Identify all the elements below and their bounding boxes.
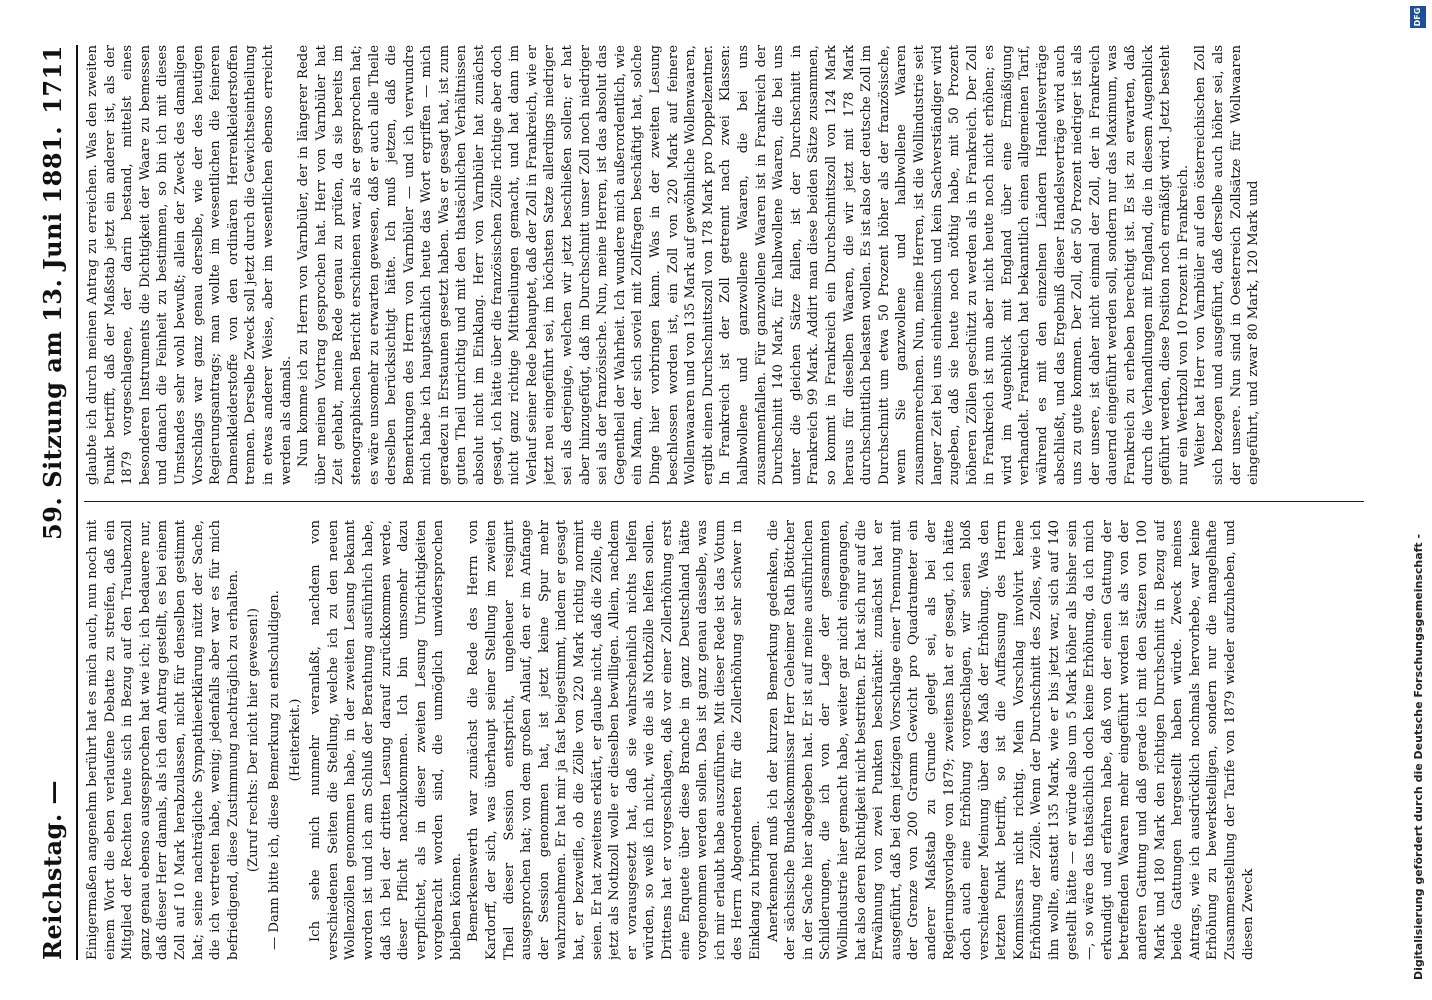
column-divider [84, 501, 1364, 502]
left-column-paragraph: Ich sehe mich nunmehr veranlaßt, nachdem von verschiedenen Seiten die Stellung, welche ich zu den neuen Wollenzöllen genommen habe, in der zweiten Lesung bekannt worden ist und ich am Schluß der Berathung ausführlich habe, daß ich bei der dritten Lesung darauf zurückkommen werde, dieser Pflicht nachzukommen. Ich bin umsomehr dazu verpflichtet, als in dieser zweiten Lesung Unrichtigkeiten vorgebracht worden sind, die unmöglich unwidersprochen bleiben können. [308, 520, 464, 960]
running-head-title: 59. Sitzung am 13. Juni 1881. [38, 125, 67, 540]
page-number: 1711 [38, 45, 67, 114]
running-head [28, 45, 72, 960]
left-column-paragraph: Einigermaßen angenehm berührt hat es mich auch, nun noch mit einem Wort die eben verlaufene Debatte zu streifen, daß ein Mitglied der Rechten heute sich in Bezug auf den Traubenzoll ganz genau ebenso ausgesprochen hat wie ich; ich bedauere nur, daß dieser Herr damals, als ich den Antrag gestellt, es bei einem Zoll auf 10 Mark herabzulassen, nicht für denselben gestimmt hat; seine nachträgliche Sympathieerklärung nützt der Sache, die ich vertreten habe, wenig; jedenfalls aber war es für mich befriedigend, diese Zustimmung nachträglich zu erhalten. [85, 520, 241, 960]
left-column-paragraph: Anerkennend muß ich der kurzen Bemerkung gedenken, die der sächsische Bundeskommissar Herr Geheimer Rath Böttcher in der Sache hier abgegeben hat. Er ist auf meine ausführlichen Schilderungen, die ich von der Lage der gesammten Wollindustrie hier gemacht habe, weiter gar nicht eingegangen, hat also deren Richtigkeit nicht bestritten. Er hat sich nur auf die Erwähnung von zwei Punkten beschränkt: zunächst hat er ausgeführt, daß bei dem jetzigen Vorschlage einer Trennung mit der Grenze von 200 Gramm Gewicht pro Quadratmeter ein anderer Maßstab zu Grunde gelegt sei, als bei der Regierungsvorlage von 1879; zweitens hat er gesagt, ich hätte doch auch eine Erhöhung vorgeschlagen, wir seien bloß verschiedener Meinung über das Maß der Erhöhung. Was den letzten Punkt betrifft, so ist die Auffassung des Herrn Kommissars nicht richtig. Mein Vorschlag involvirt keine Erhöhung der Zölle. Wenn der Durchschnitt des Zolles, wie ich ihn wollte, anstatt 135 Mark, wie er bis jetzt war, sich auf 140 gestellt hätte — er würde also um 5 Mark höher als bisher sein —, so wäre das thatsächlich doch keine Erhöhung, da ich mich erkundigt und erfahren habe, daß von der einen Gattung der betreffenden Waaren mehr eingeführt worden ist als von der anderen Gattung und daß gerade ich mit den Sätzen von 100 Mark und 180 Mark den richtigen Durchschnitt in Bezug auf beide Gattungen hergestellt haben würde. Zweck meines Antrags, wie ich ausdrücklich nochmals hervorhebe, war keine Erhöhung zu bewerkstelligen, sondern nur die mangelhafte Zusammenstellung der Tarife von 1879 wieder aufzuheben, und diesen Zweck [765, 520, 1256, 960]
footer-strip [1406, 0, 1432, 1000]
header-rule [76, 45, 78, 960]
digitization-credit: Digitalisierung gefördert durch die Deutsche Forschungsgemeinschaft - [1412, 533, 1425, 980]
right-column-paragraph: glaubte ich durch meinen Antrag zu erreichen. Was den zweiten Punkt betrifft, daß der Maßstab jetzt ein anderer ist, als der 1879 vorgeschlagene, der darin bestand, mittelst eines besonderen Instruments die Dichtigkeit der Waare zu bemessen und danach die Feinheit zu bestimmen, so bin ich mit dieses Umstandes sehr wohl bewußt; allein der Zweck des damaligen Vorschlags war ganz genau derselbe, wie der des heutigen Regierungsantrags; man wollte im wesentlichen die feineren Damenkleiderstoffe von den ordinären Herrenkleiderstoffen trennen. Derselbe Zweck soll jetzt durch die Gewichtseintheilung in etwas anderer Weise, aber im wesentlichen ebenso erreicht werden als damals. [85, 45, 294, 485]
left-column [84, 520, 1374, 960]
footer-inner [1406, 0, 1432, 1000]
right-column [84, 45, 1374, 485]
right-column-paragraph: Nun komme ich zu Herrn von Varnbüler, der in längerer Rede über meinen Vortrag gesprochen hat. Herr von Varnbüler hat Zeit gehabt, meine Rede genau zu prüfen, da sie bereits im stenographischen Bericht erschienen war, als er gesprochen hat; es wäre unsomehr zu erwarten gewesen, daß er auch alle Theile derselben berücksichtigt hätte. Ich muß jetzen, daß die Bemerkungen des Herrn von Varnbüler — und ich verwundre mich habe ich hauptsächlich heute das Wort ergriffen — mich geradezu in Erstaunen gesetzt haben. Was er gesagt hat, ist zum guten Theil unrichtig und mit den thatsächlichen Verhältnissen absolut nicht im Einklang. Herr von Varnbüler hat zunächst gesagt, ich hätte über die französischen Zölle richtige aber doch nicht ganz richtige Mittheilungen gemacht, und hat dann im Verlauf seiner Rede behauptet, daß der Zoll in Frankreich, wie er jetzt neu eingeführt sei, im höchsten Satze allerdings niedriger sei als derjenige, welchen wir jetzt beschließen sollen; er hat aber hinzugefügt, daß im Durchschnitt unser Zoll noch niedriger sei als der französische. Nun, meine Herren, ist das absolut das Gegentheil der Wahrheit. Ich wundere mich außerordentlich, wie ein Mann, der sich soviel mit Zollfragen beschäftigt hat, solche Dinge hier vorbringen kann. Was in der zweiten Lesung beschlossen worden ist, ein Zoll von 220 Mark auf feinere Wollenwaaren und von 135 Mark auf gewöhnliche Wollenwaaren, ergibt einen Durchschnittszoll von 178 Mark pro Doppelzentner. In Frankreich ist der Zoll getrennt nach zwei Klassen: halbwollene und ganzwollene Waaren, die bei uns zusammenfallen. Für ganzwollene Waaren ist in Frankreich der Durchschnitt 140 Mark, für halbwollene Waaren, die bei uns unter die gleichen Sätze fallen, ist der Durchschnitt in Frankreich 99 Mark. Addirt man diese beiden Sätze zusammen, so kommt in Frankreich ein Durchschnittszoll von 124 Mark heraus für dieselben Waaren, die wir jetzt mit 178 Mark durchschnittlich belasten wollen. Es ist also der deutsche Zoll im Durchschnitt um etwa 50 Prozent höher als der französische, wenn Sie ganzwollene und halbwollene Waaren zusammenrechnen. Nun, meine Herren, ist die Wollindustrie seit langer Zeit bei uns einheimisch und kein Sachverständiger wird zugeben, daß sie heute noch nöthig habe, mit 50 Prozent höheren Zöllen geschützt zu werden als in Frankreich. Der Zoll in Frankreich ist nun aber nicht heute noch nicht erhöhen; es wird im Augenblick mit England über eine Ermäßigung verhandelt. Frankreich hat bekanntlich einen allgemeinen Tarif, während es mit den einzelnen Ländern Handelsverträge abschließt, und das Ergebniß dieser Handelsverträge wird auch uns zu gute kommen. Der Zoll, der 50 Prozent niedriger ist als der unsere, ist daher nicht einmal der Zoll, der in Frankreich dauernd eingeführt werden soll, sondern nur das Maximum, was Frankreich zu erheben berechtigt ist. Es ist zu erwarten, daß durch die Verhandlungen mit England, die in diesem Augenblick geführt werden, diese Position noch ermäßigt wird. Jetzt besteht nur ein Werthzoll von 10 Prozent in Frankreich. [296, 45, 1191, 485]
left-column-paragraph: Bemerkenswerth war zunächst die Rede des Herrn von Kardorff, der sich, was überhaupt seiner Stellung im zweiten Theil dieser Session entspricht, ungeheuer resignirt ausgesprochen hat; von dem großen Anlauf, den er im Anfange der Session genommen hat, ist jetzt keine Spur mehr wahrzunehmen. Er hat mir ja fast beigestimmt, indem er gesagt hat, er bezweifle, ob die Zölle von 220 Mark richtig normirt seien. Er hat zweitens erklärt, er glaube nicht, daß die Zölle, die jetzt als Nothzoll wolle er dieselben bewilligen. Allein, nachdem er vorausgesetzt hat, daß sie wahrscheinlich nichts helfen würden, so weiß ich nicht, wie die als Nothzölle helfen sollen. Drittens hat er vorgeschlagen, daß vor einer Zollerhöhung erst eine Enquete über diese Branche in ganz Deutschland hätte vorgenommen werden sollen. Das ist ganz genau dasselbe, was ich mir erlaubt habe auszuführen. Mit dieser Rede ist das Votum des Herrn Abgeordneten für die Zollerhöhung sehr schwer in Einklang zu bringen. [466, 520, 763, 960]
left-column-paragraph: — Dann bitte ich, diese Bemerkung zu entschuldigen. [266, 590, 282, 950]
left-column-paragraph: (Heiterkeit.) [287, 698, 303, 782]
left-column-paragraph: (Zuruf rechts: Der nicht hier gewesen!) [246, 607, 262, 873]
dfg-logo-icon: DFG [1410, 6, 1426, 28]
running-head-left: Reichstag. — [38, 779, 67, 960]
right-column-paragraph: Weiter hat Herr von Varnbüler auf den österreichischen Zoll sich bezogen und ausgeführt, daß derselbe auch höher sei, als der unsere. Nun sind in Oesterreich Zollsätze für Wollwaaren eingeführt, und zwar 80 Mark, 120 Mark und [1193, 45, 1262, 485]
